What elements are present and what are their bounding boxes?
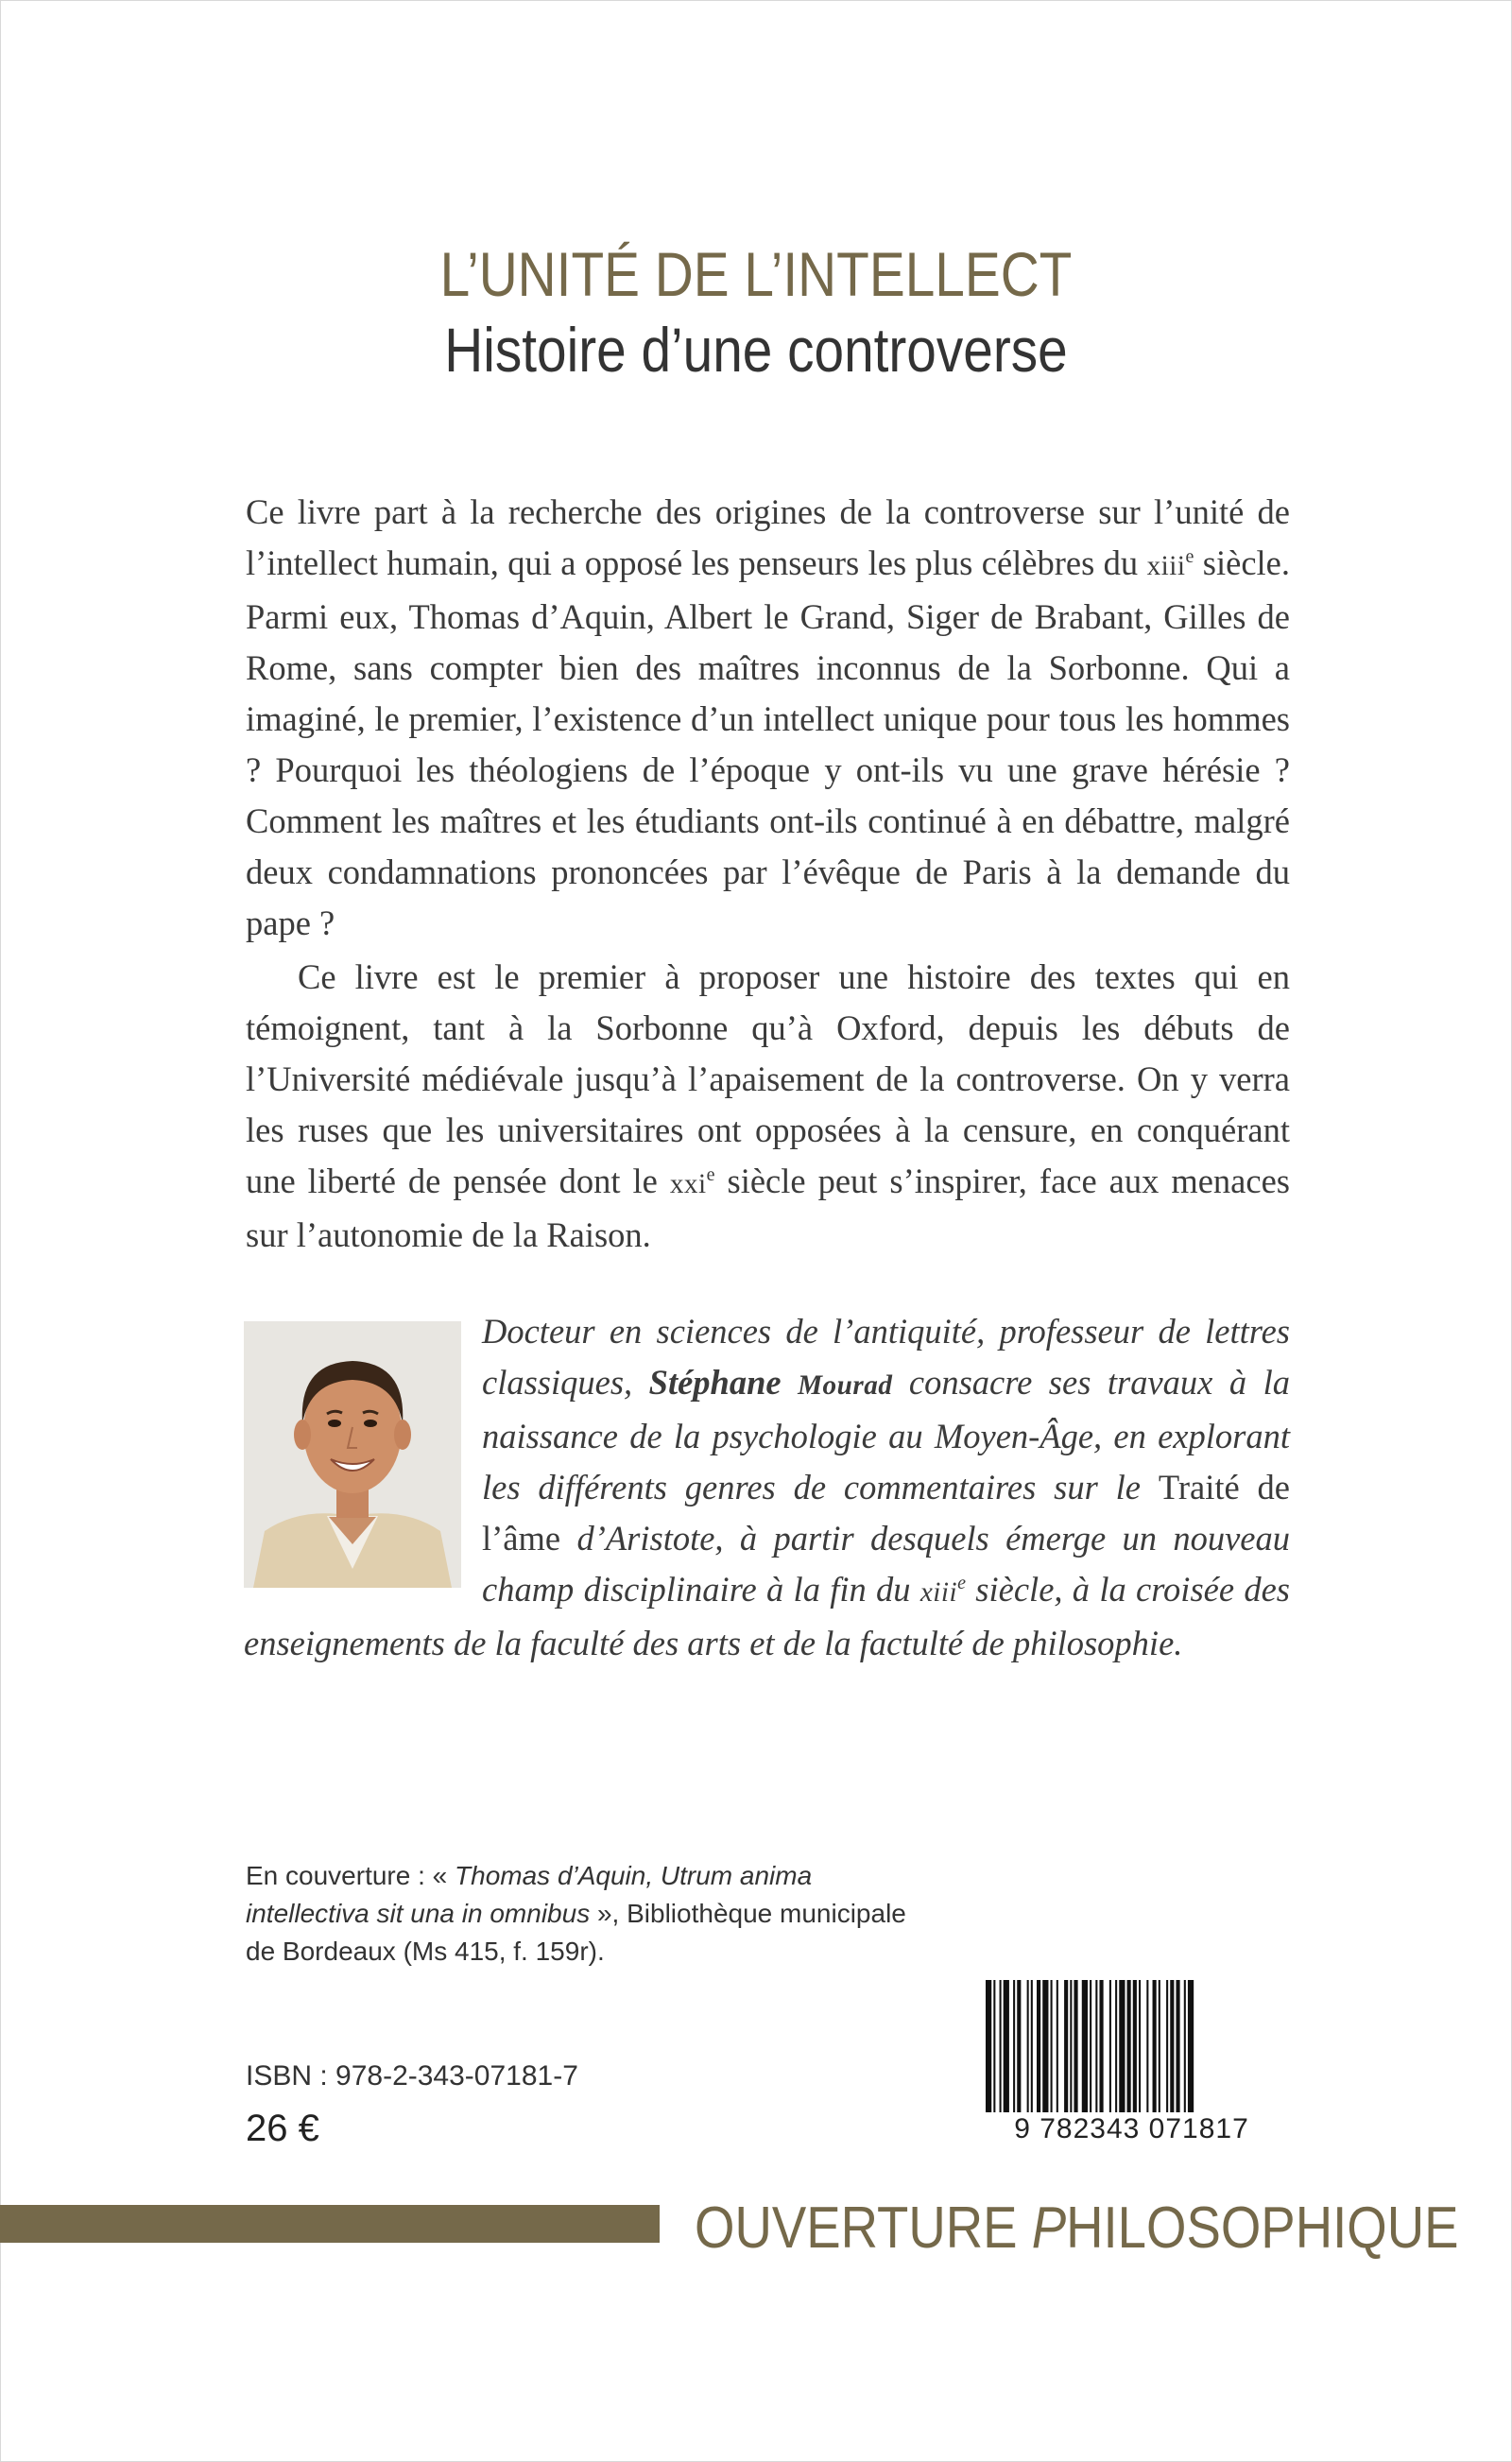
price: 26 €: [246, 2108, 319, 2149]
century-small-caps: xxi: [669, 1169, 707, 1199]
work-title: Traité de l’âme: [482, 1468, 1290, 1558]
bio-text-d: siècle, à la croisée des enseignements de la faculté des arts et de la factulté de philosophie.: [244, 1570, 1290, 1662]
barcode-bar: [1146, 1980, 1148, 2112]
blurb-p2-text-b: siècle peut s’inspirer, face aux menaces sur l’autonomie de la Raison.: [246, 1162, 1290, 1254]
barcode-bar: [1166, 1980, 1168, 2112]
barcode-bar: [1013, 1980, 1015, 2112]
barcode-bar: [1090, 1980, 1091, 2112]
author-first-name: Stéphane: [648, 1363, 799, 1402]
author-bio: [244, 1306, 1290, 1669]
bio-text-c: d’Aristote, à partir desquels émerge un nouveau champ disciplinaire à la fin du: [482, 1519, 1290, 1609]
collection-band: [0, 2205, 660, 2243]
blurb-p1-text-b: siècle. Parmi eux, Thomas d’Aquin, Albert le Grand, Siger de Brabant, Gilles de Rome, sans compter bien des maîtres inconnus de la Sorbonne. Qui a imaginé, le premier, l’existence d’un intellect unique pour tous les hommes ? Pourquoi les théologiens de l’époque y ont-ils vu une grave hérésie ? Comment les maîtres et les étudiants ont-ils continué à en débattre, malgré deux condamnations prononcées par l’évêque de Paris à la demande du pape ?: [246, 543, 1290, 942]
credit-suffix: », Bibliothèque municipale de Bordeaux (Ms 415, f. 159r).: [246, 1899, 906, 1966]
century-small-caps: xiii: [919, 1577, 958, 1608]
credit-prefix: En couverture : «: [246, 1861, 455, 1890]
barcode-bar: [1051, 1980, 1053, 2112]
barcode-digits: 9 782343 071817: [1014, 2113, 1249, 2144]
barcode-bar: [1170, 1980, 1174, 2112]
photo-spacer: [244, 1306, 482, 1610]
collection-name: [695, 2195, 1458, 2262]
barcode-bar: [1000, 1980, 1002, 2112]
cover-credit: [246, 1857, 907, 1971]
century-superscript: e: [957, 1572, 967, 1593]
barcode-bar: [1153, 1980, 1157, 2112]
barcode-bar: [1064, 1980, 1068, 2112]
collection-name-italic-letter: P: [1031, 2195, 1067, 2261]
barcode-bar: [1017, 1980, 1021, 2112]
barcode-bar: [1119, 1980, 1125, 2112]
barcode-bar: [1004, 1980, 1009, 2112]
barcode-bar: [1133, 1980, 1137, 2112]
blurb-p1-text-a: Ce livre part à la recherche des origines de la controverse sur l’unité de l’intellect humain, qui a opposé les penseurs les plus célèbres du: [246, 492, 1290, 582]
author-last-name: Mourad: [798, 1370, 893, 1401]
barcode-bar: [1188, 1980, 1194, 2112]
century-superscript: e: [706, 1163, 715, 1185]
title-block: [0, 236, 1512, 387]
barcode-bar: [1176, 1980, 1179, 2112]
credit-work-title: Thomas d’Aquin, Utrum anima intellectiva sit una in omnibus: [246, 1861, 813, 1928]
barcode-bar: [1037, 1980, 1040, 2112]
barcode-bar: [1109, 1980, 1111, 2112]
barcode-bar: [1184, 1980, 1186, 2112]
barcode-bar: [1127, 1980, 1131, 2112]
blurb-p2-text-a: Ce livre est le premier à proposer une histoire des textes qui en témoignent, tant à la Sorbonne qu’à Oxford, depuis les débuts de l’Université médiévale jusqu’à l’apaisement de la controverse. On y verra les ruses que les universitaires ont opposées à la censure, en conquérant une liberté de pensée dont le: [246, 957, 1290, 1200]
bio-text-b: consacre ses travaux à la naissance de la psychologie au Moyen-Âge, en explorant les différents genres de commentaires sur le: [482, 1363, 1290, 1506]
blurb-paragraph-1: [246, 487, 1290, 949]
barcode-bar: [1095, 1980, 1097, 2112]
barcode-bar: [1042, 1980, 1048, 2112]
collection-name-part-1: OUVERTURE: [695, 2195, 1032, 2261]
century-superscript: e: [1185, 545, 1194, 567]
isbn: ISBN : 978-2-343-07181-7: [246, 2060, 578, 2092]
barcode-bar: [1099, 1980, 1103, 2112]
barcode-bar: [1159, 1980, 1160, 2112]
barcode-bar: [1057, 1980, 1058, 2112]
barcode-bar: [993, 1980, 995, 2112]
barcode-bar: [1070, 1980, 1072, 2112]
barcode-bars: [978, 1980, 1285, 2112]
barcode-bar: [1031, 1980, 1033, 2112]
barcode-bar: [986, 1980, 991, 2112]
barcode-bar: [1082, 1980, 1088, 2112]
barcode-bar: [1115, 1980, 1117, 2112]
bio-text-a: Docteur en sciences de l’antiquité, professeur de lettres classiques,: [482, 1312, 1290, 1402]
blurb: [246, 487, 1290, 1261]
author-name: [649, 1363, 893, 1402]
barcode-bar: [1027, 1980, 1029, 2112]
book-subtitle: Histoire d’une controverse: [444, 315, 1068, 385]
book-title: L’UNITÉ DE L’INTELLECT: [439, 239, 1073, 309]
collection-name-part-2: HILOSOPHIQUE: [1066, 2195, 1459, 2261]
century-small-caps: xiii: [1146, 551, 1186, 581]
barcode-bar: [1074, 1980, 1077, 2112]
blurb-paragraph-2: [246, 952, 1290, 1261]
barcode-bar: [1139, 1980, 1141, 2112]
